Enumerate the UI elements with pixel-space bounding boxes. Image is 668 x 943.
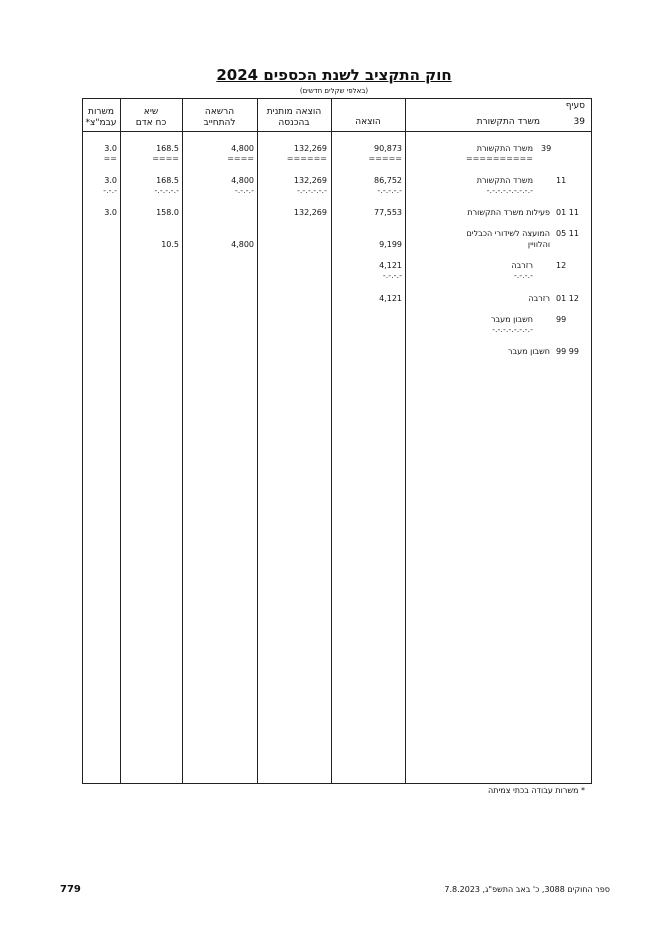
row-code: 99 <box>556 315 567 324</box>
row-underline: -.-.-.- <box>513 271 533 280</box>
cell-underline: -.-.-.- <box>382 271 402 280</box>
budget-table <box>82 98 592 784</box>
cell-authorization: 4,800 <box>231 240 254 249</box>
cell-underline: ===== <box>368 154 402 163</box>
row-code: 01 11 <box>556 208 579 217</box>
cell-positions: 3.0 <box>104 208 117 217</box>
row-label-line2: והלוויין <box>527 240 550 249</box>
header-expense: הוצאה <box>355 117 381 127</box>
cell-conditional: 132,269 <box>293 144 327 153</box>
row-underline: ========== <box>465 154 533 163</box>
cell-underline: -.-.-.-.- <box>154 186 179 195</box>
cell-expense: 4,121 <box>379 294 402 303</box>
cell-positions: 3.0 <box>104 176 117 185</box>
header-divider <box>82 131 592 132</box>
cell-expense: 9,199 <box>379 240 402 249</box>
row-label: רזרבה <box>528 294 550 303</box>
page-subtitle: (באלפי שקלים חדשים) <box>299 87 369 95</box>
column-divider <box>257 98 258 784</box>
column-divider <box>182 98 183 784</box>
row-label: רזרבה <box>511 261 533 270</box>
header-section-name: משרד התקשורת <box>476 117 540 127</box>
header-peak-2: כח אדם <box>135 118 167 128</box>
column-divider <box>331 98 332 784</box>
cell-positions: 3.0 <box>104 144 117 153</box>
header-conditional-2: בהכנסה <box>278 118 310 128</box>
row-label: פעילות משרד התקשורת <box>467 208 550 217</box>
column-divider <box>405 98 406 784</box>
cell-peak: 168.5 <box>156 144 179 153</box>
cell-expense: 90,873 <box>374 144 402 153</box>
cell-peak: 10.5 <box>161 240 179 249</box>
header-authorization-2: להתחייב <box>203 118 236 128</box>
header-section-label: סעיף <box>565 101 585 111</box>
cell-expense: 4,121 <box>379 261 402 270</box>
cell-authorization: 4,800 <box>231 176 254 185</box>
cell-underline: ====== <box>286 154 327 163</box>
cell-underline: -.-.- <box>103 186 117 195</box>
page-title: חוק התקציב לשנת הכספים 2024 <box>216 66 452 84</box>
row-code: 12 <box>556 261 567 270</box>
row-code: 39 <box>541 144 552 153</box>
header-positions-2: עבמ"צ* <box>85 118 117 128</box>
row-label: חשבון מעבר <box>507 347 550 356</box>
cell-peak: 168.5 <box>156 176 179 185</box>
row-label: חשבון מעבר <box>490 315 533 324</box>
cell-conditional: 132,269 <box>293 208 327 217</box>
row-code: 05 11 <box>556 229 579 238</box>
column-divider <box>120 98 121 784</box>
cell-underline: == <box>103 154 117 163</box>
cell-underline: -.-.-.- <box>234 186 254 195</box>
row-underline: -.-.-.-.-.-.-.- <box>492 325 533 334</box>
row-label: משרד התקשורת <box>476 176 533 185</box>
cell-underline: ==== <box>152 154 179 163</box>
footnote: * משרות עבודה בכתי צמיתה <box>488 786 585 795</box>
cell-underline: -.-.-.-.-.- <box>296 186 327 195</box>
publication-info: ספר החוקים 3088, כ' באב התשפ"ג, 7.8.2023 <box>444 885 610 894</box>
header-peak-1: שיא <box>143 107 159 117</box>
row-label-line1: המועצה לשידורי הכבלים <box>466 229 550 238</box>
page-number: 779 <box>60 884 81 895</box>
cell-conditional: 132,269 <box>293 176 327 185</box>
header-section-code: 39 <box>573 117 585 127</box>
header-positions-1: משרות <box>88 107 114 117</box>
row-code: 11 <box>556 176 567 185</box>
row-code: 01 12 <box>556 294 579 303</box>
row-code: 99 99 <box>556 347 579 356</box>
row-underline: -.-.-.-.-.-.-.-.- <box>486 186 533 195</box>
header-conditional-1: הוצאה מותנית <box>266 107 322 117</box>
cell-underline: ==== <box>227 154 254 163</box>
cell-expense: 86,752 <box>374 176 402 185</box>
header-authorization-1: הרשאה <box>204 107 235 117</box>
row-label: משרד התקשורת <box>476 144 533 153</box>
cell-underline: -.-.-.-.- <box>377 186 402 195</box>
cell-peak: 158.0 <box>156 208 179 217</box>
cell-expense: 77,553 <box>374 208 402 217</box>
cell-authorization: 4,800 <box>231 144 254 153</box>
